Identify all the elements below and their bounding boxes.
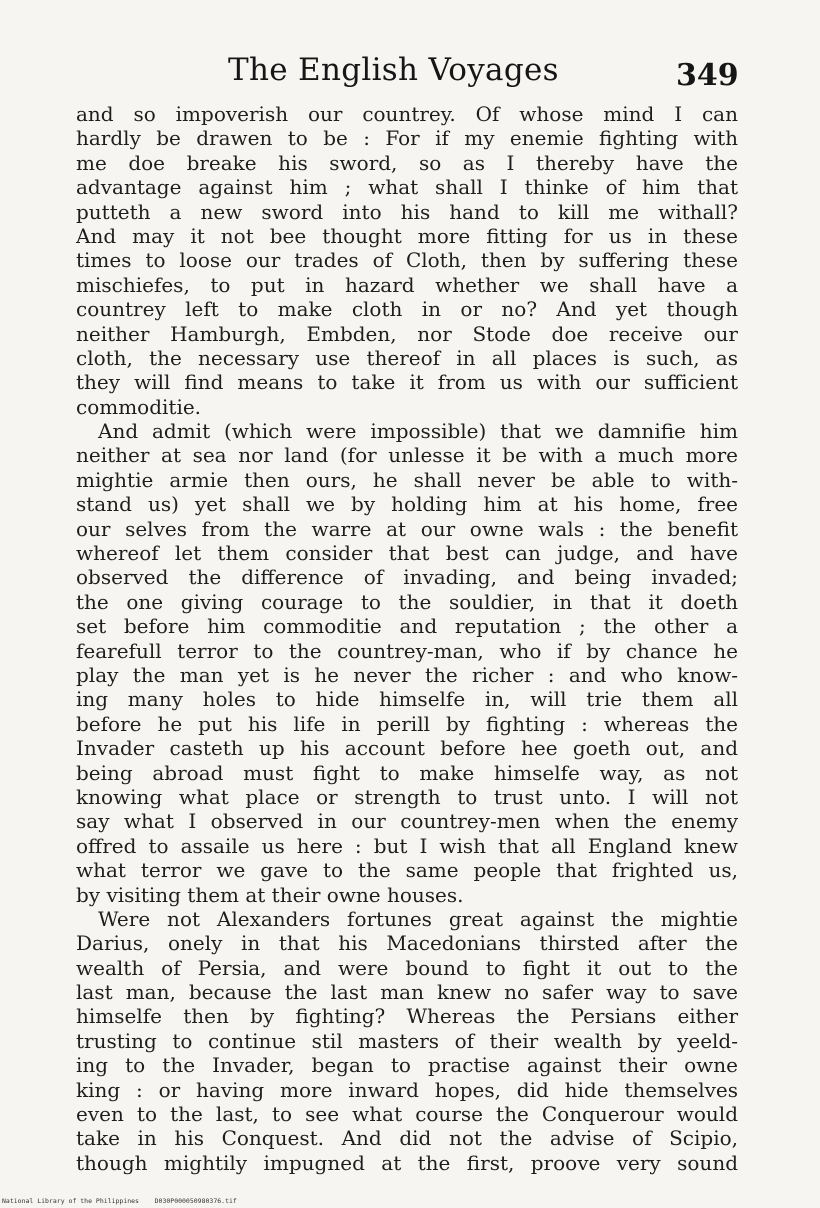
text-line: himselfe then by fighting? Whereas the Persians either [76,1004,738,1029]
text-line: Darius, onely in that his Macedonians thirsted after the [76,931,738,956]
paragraph-start-line: And admit (which were impossible) that we damnifie him [98,419,738,444]
library-name: National Library of the Philippines [2,1197,139,1205]
paragraph-start-line: Were not Alexanders fortunes great against the mightie [98,906,738,931]
page-header [0,50,820,100]
text-line: knowing what place or strength to trust unto. I will not [76,784,738,809]
file-id: D030P000050980376.tif [154,1197,237,1205]
text-line: mischiefes, to put in hazard whether we shall have a [76,272,738,297]
text-line: last man, because the last man knew no safer way to save [76,980,738,1005]
text-line: wealth of Persia, and were bound to fight it out to the [76,955,738,980]
text-line: ing to the Invader, began to practise against their owne [76,1053,738,1078]
paragraph-end-line: commoditie. [76,394,202,419]
text-line: say what I observed in our countrey-men when the enemy [76,809,738,834]
text-line: set before him commoditie and reputation ; the other a [76,614,738,639]
text-line: ing many holes to hide himselfe in, will trie them all [76,687,738,712]
text-line: neither at sea nor land (for unlesse it be with a much more [76,443,738,468]
text-line: offred to assaile us here : but I wish that all England knew [76,833,738,858]
text-line: stand us) yet shall we by holding him at his home, free [76,492,738,517]
text-line: though mightily impugned at the first, proove very sound [76,1150,738,1175]
body-text [76,102,738,1175]
scan-footer [2,1197,237,1206]
paragraph-end-line: by visiting them at their owne houses. [76,882,464,907]
page-number: 349 [676,58,739,93]
text-line: Invader casteth up his account before hee goeth out, and [76,736,738,761]
text-line: countrey left to make cloth in or no? And yet though [76,297,738,322]
text-line: being abroad must fight to make himselfe way, as not [76,760,738,785]
text-line: they will find means to take it from us with our sufficient [76,370,738,395]
text-line: cloth, the necessary use thereof in all places is such, as [76,345,738,370]
text-line: what terror we gave to the same people that frighted us, [76,858,738,883]
text-line: fearefull terror to the countrey-man, who if by chance he [76,638,738,663]
text-line: And may it not bee thought more fitting for us in these [76,223,738,248]
text-line: king : or having more inward hopes, did hide themselves [76,1077,738,1102]
text-line: whereof let them consider that best can judge, and have [76,541,738,566]
text-line: advantage against him ; what shall I thinke of him that [76,175,738,200]
running-title: The English Voyages [228,52,559,88]
text-line: mightie armie then ours, he shall never be able to with- [76,467,738,492]
text-line: play the man yet is he never the richer : and who know- [76,662,738,687]
text-line: even to the last, to see what course the Conquerour would [76,1102,738,1127]
text-line: and so impoverish our countrey. Of whose mind I can [76,102,738,126]
text-line: neither Hamburgh, Embden, nor Stode doe receive our [76,321,738,346]
text-line: our selves from the warre at our owne wals : the benefit [76,516,738,541]
text-line: take in his Conquest. And did not the advise of Scipio, [76,1126,738,1151]
text-line: me doe breake his sword, so as I thereby have the [76,150,738,175]
text-line: putteth a new sword into his hand to kill me withall? [76,199,738,224]
text-line: the one giving courage to the souldier, in that it doeth [76,589,738,614]
text-line: hardly be drawen to be : For if my enemie fighting with [76,126,738,151]
text-line: before he put his life in perill by fighting : whereas the [76,711,738,736]
text-line: observed the difference of invading, and being invaded; [76,565,738,590]
text-line: times to loose our trades of Cloth, then by suffering these [76,248,738,273]
text-line: trusting to continue stil masters of their wealth by yeeld- [76,1028,738,1053]
